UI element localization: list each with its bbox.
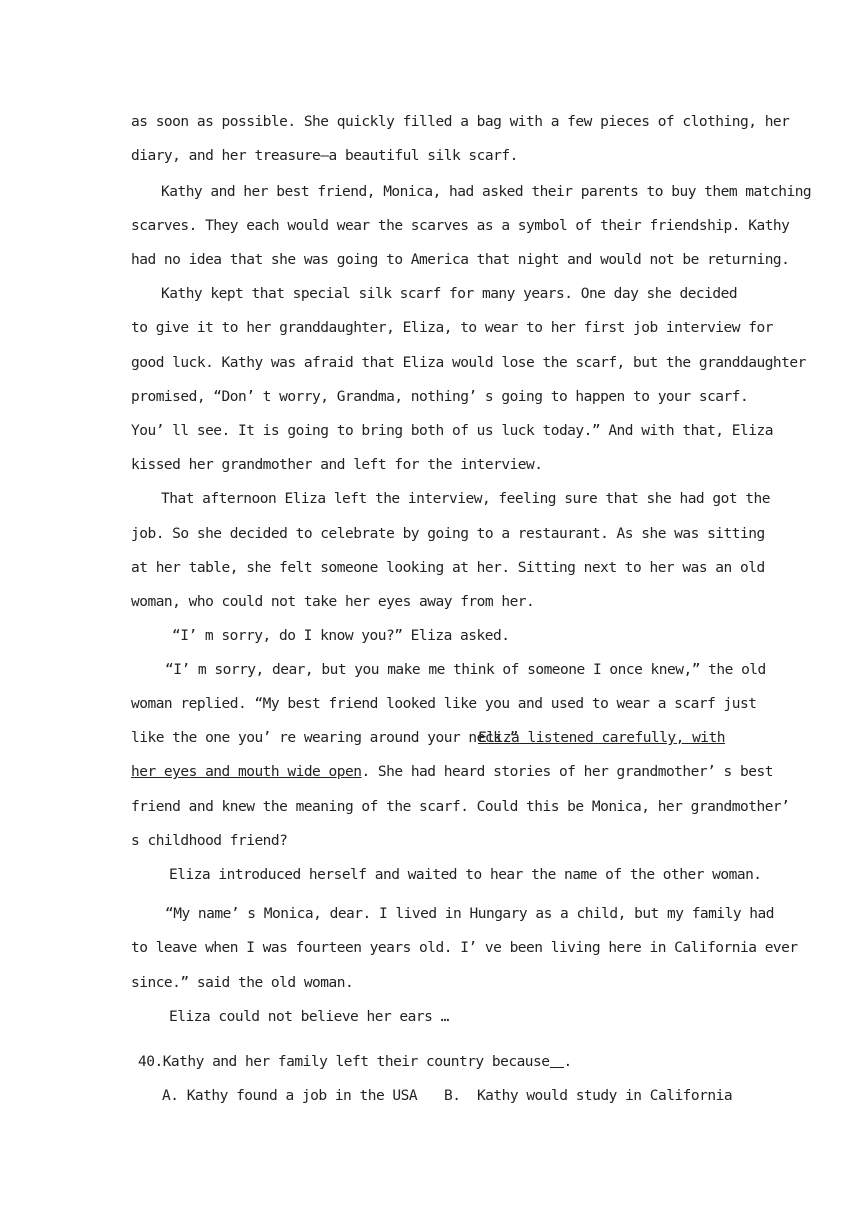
underlined-phrase: Eliza listened carefully, with	[478, 730, 725, 746]
passage-line: friend and knew the meaning of the scarf. Could this be Monica, her grandmother’	[131, 799, 790, 815]
question-end: .	[563, 1054, 572, 1070]
passage-line: Eliza introduced herself and waited to hear the name of the other woman.	[169, 867, 762, 883]
passage-text: like the one you’ re wearing around your neck.”	[131, 730, 518, 746]
passage-line: You’ ll see. It is going to bring both of us luck today.” And with that, Eliza	[131, 423, 773, 439]
option-text: . Kathy found a job in the USA	[170, 1088, 418, 1104]
passage-line	[131, 728, 725, 748]
underlined-phrase: her eyes and mouth wide open	[131, 764, 362, 780]
passage-line: diary, and her treasure—a beautiful silk scarf.	[131, 148, 518, 164]
passage-line: “I’ m sorry, dear, but you make me think of someone I once knew,” the old	[165, 662, 766, 678]
passage-line: “I’ m sorry, do I know you?” Eliza asked.	[172, 628, 510, 644]
question-stem	[138, 1052, 732, 1072]
passage-line: promised, “Don’ t worry, Grandma, nothing’ s going to happen to your scarf.	[131, 389, 749, 405]
answer-option-b[interactable]	[444, 1086, 733, 1106]
passage-line	[131, 762, 773, 782]
passage-line: woman, who could not take her eyes away from her.	[131, 594, 535, 610]
passage-line: to leave when I was fourteen years old. I’ ve been living here in California ever	[131, 940, 798, 956]
answer-blank[interactable]	[550, 1053, 564, 1068]
passage-line: had no idea that she was going to America that night and would not be returning.	[131, 252, 790, 268]
passage-line: as soon as possible. She quickly filled a bag with a few pieces of clothing, her	[131, 114, 790, 130]
passage-line: Kathy kept that special silk scarf for many years. One day she decided	[161, 286, 738, 302]
question-text: Kathy and her family left their country because	[162, 1054, 550, 1070]
passage-line: That afternoon Eliza left the interview, feeling sure that she had got the	[161, 491, 771, 507]
passage-line: kissed her grandmother and left for the interview.	[131, 457, 543, 473]
passage-line: job. So she decided to celebrate by going to a restaurant. As she was sitting	[131, 526, 765, 542]
passage-line: since.” said the old woman.	[131, 975, 354, 991]
passage-line: s childhood friend?	[131, 833, 288, 849]
question-number: 40.	[138, 1054, 163, 1070]
passage-line: woman replied. “My best friend looked like you and used to wear a scarf just	[131, 696, 757, 712]
passage-line: scarves. They each would wear the scarves as a symbol of their friendship. Kathy	[131, 218, 790, 234]
passage-line: to give it to her granddaughter, Eliza, to wear to her first job interview for	[131, 320, 773, 336]
passage-line: Kathy and her best friend, Monica, had asked their parents to buy them matching	[161, 184, 812, 200]
passage-line: good luck. Kathy was afraid that Eliza would lose the scarf, but the granddaughter	[131, 355, 806, 371]
passage-line: “My name’ s Monica, dear. I lived in Hungary as a child, but my family had	[165, 906, 775, 922]
option-letter: A	[162, 1088, 171, 1104]
passage-line: Eliza could not believe her ears …	[169, 1009, 449, 1025]
passage-text: . She had heard stories of her grandmother’ s best	[361, 764, 773, 780]
option-text: Kathy would study in California	[476, 1088, 733, 1104]
passage-line: at her table, she felt someone looking at her. Sitting next to her was an old	[131, 560, 765, 576]
option-letter: B.	[444, 1088, 461, 1104]
